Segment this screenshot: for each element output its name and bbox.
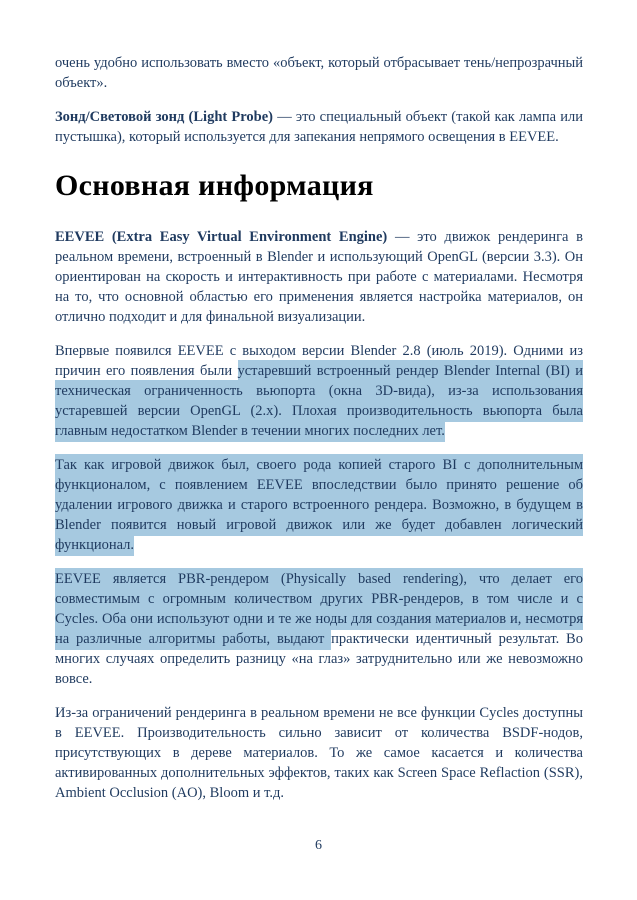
bold-lead-text: Зонд/Световой зонд (Light Probe) <box>55 109 274 125</box>
paragraph-limitations <box>55 703 583 803</box>
highlighted-text: устаревший встроенный рендер Blender Internal (BI) и техническая ограниченность вьюпорта (окна 3D-вида), из-за использования устаревшей версии OpenGL (2.x). Плохая производительность вьюпорта была главным недостатком Blender в течении многих последних лет. <box>55 360 583 442</box>
paragraph-continuation <box>55 53 583 93</box>
paragraph-eevee-history <box>55 341 583 441</box>
body-text: практически идентичный результат. Во многих случаях определить разницу «на глаз» затруднительно или же невозможно вовсе. <box>55 631 583 687</box>
body-text: очень удобно использовать вместо «объект, который отбрасывает тень/непрозрачный объект». <box>55 55 583 91</box>
body-text: — это движок рендеринга в реальном времени, встроенный в Blender и использующий OpenGL (версии 3.3). Он ориентирован на скорость и интерактивность при работе с материалами. Несмотря на то, что основной областью его применения является настройка материалов, он отлично подходит и для финальной визуализации. <box>55 229 584 325</box>
page-number: 6 <box>315 838 322 853</box>
highlighted-text: EEVEE является PBR-рендером (Physically based rendering), что делает его совместимым с огромным количеством других PBR-рендеров, в том числе и с Cycles. Оба они используют одни и те же ноды для создания материалов и, несмотря на различные алгоритмы работы, выдают <box>55 568 583 650</box>
paragraph-eevee-overview <box>55 227 583 327</box>
paragraph-pbr-render <box>55 569 583 689</box>
bold-lead-text: EEVEE (Extra Easy Virtual Environment Engine) <box>55 229 388 245</box>
paragraph-game-engine <box>55 455 583 555</box>
paragraph-light-probe <box>55 107 583 147</box>
body-text: Из-за ограничений рендеринга в реальном времени не все функции Cycles доступны в EEVEE. Производительность сильно зависит от количества BSDF-нодов, присутствующих в дереве материалов. То же самое касается и количества активированных дополнительных эффектов, таких как Screen Space Reflaction (SSR), Ambient Occlusion (AO), Bloom и т.д. <box>55 705 583 801</box>
highlighted-text: Так как игровой движок был, своего рода копией старого BI с дополнительным функционалом, с появлением EEVEE впоследствии было принято решение об удалении игрового движка и старого встроенного рендера. Возможно, в будущем в Blender появится новый игровой движок или же будет добавлен логический функционал. <box>55 454 583 556</box>
body-text: — это специальный объект (такой как лампа или пустышка), который используется для запекания непрямого освещения в EEVEE. <box>55 109 583 145</box>
section-heading: Основная информация <box>55 169 374 202</box>
body-text: Впервые появился EEVEE с выходом версии Blender 2.8 (июль 2019). Одними из причин его появления были <box>55 343 583 379</box>
